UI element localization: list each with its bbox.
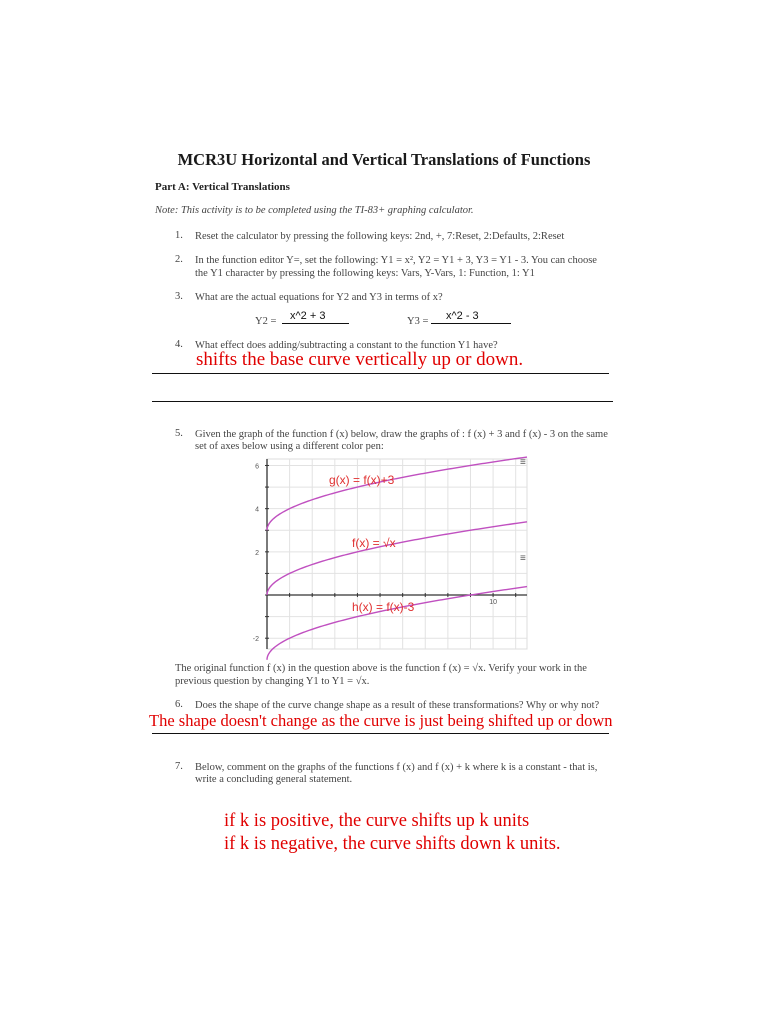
- answer-line: [152, 733, 609, 734]
- grid: [267, 459, 527, 649]
- answer-line: [152, 401, 613, 402]
- curve-label: f(x) = √x: [352, 536, 396, 550]
- question-text: the Y1 character by pressing the following keys: Vars, Y-Vars, 1: Function, 1: Y1: [195, 268, 535, 279]
- question-number: 1.: [175, 230, 183, 241]
- question-text: write a concluding general statement.: [195, 774, 353, 785]
- question-text: Given the graph of the function f (x) below, draw the graphs of : f (x) + 3 and f (x) - 3 on the same: [195, 429, 608, 440]
- page-title: MCR3U Horizontal and Vertical Translations of Functions: [177, 150, 591, 169]
- graph-marker-icon: ≡: [520, 457, 526, 468]
- y2-answer: x^2 + 3: [290, 310, 326, 322]
- question-text: What are the actual equations for Y2 and Y3 in terms of x?: [195, 292, 443, 303]
- curve-label: h(x) = f(x)-3: [352, 600, 415, 614]
- question-number: 4.: [175, 339, 183, 350]
- answer-6: The shape doesn't change as the curve is just being shifted up or down: [149, 711, 613, 730]
- question-number: 5.: [175, 428, 183, 439]
- answer-7-line-1: if k is positive, the curve shifts up k units: [224, 811, 530, 831]
- y-tick-label: 2: [255, 549, 259, 557]
- y3-label: Y3 =: [407, 316, 429, 327]
- question-number: 2.: [175, 254, 183, 265]
- answer-4: shifts the base curve vertically up or down.: [196, 349, 524, 370]
- question-number: 7.: [175, 761, 183, 772]
- question-text: What effect does adding/subtracting a constant to the function Y1 have?: [195, 340, 498, 351]
- graph-marker-icon: ≡: [520, 553, 526, 564]
- answer-line: [152, 373, 609, 374]
- answer-7-line-2: if k is negative, the curve shifts down k units.: [224, 834, 561, 854]
- y3-answer-line: [431, 323, 511, 324]
- y2-label: Y2 =: [255, 316, 277, 327]
- question-text: set of axes below using a different color pen:: [195, 441, 384, 452]
- function-graph: [252, 453, 540, 655]
- x-tick-label: 10: [489, 599, 497, 607]
- question-text: Does the shape of the curve change shape as a result of these transformations? Why or why not?: [195, 700, 600, 711]
- note: Note: This activity is to be completed using the TI-83+ graphing calculator.: [155, 205, 474, 216]
- y-tick-label: -2: [252, 636, 259, 644]
- question-number: 3.: [175, 291, 183, 302]
- question-number: 6.: [175, 699, 183, 710]
- section-heading: Part A: Vertical Translations: [155, 181, 290, 193]
- curve-label: g(x) = f(x)+3: [329, 473, 395, 487]
- question-text: In the function editor Y=, set the following: Y1 = x², Y2 = Y1 + 3, Y3 = Y1 - 3. You can choose: [195, 255, 597, 266]
- question-text: Below, comment on the graphs of the functions f (x) and f (x) + k where k is a constant - that is,: [195, 762, 598, 773]
- y3-answer: x^2 - 3: [446, 310, 479, 322]
- graph-note: The original function f (x) in the question above is the function f (x) = √x. Verify your work in the: [175, 663, 587, 674]
- graph-note: previous question by changing Y1 to Y1 = √x.: [175, 676, 370, 687]
- y-tick-label: 4: [255, 506, 259, 514]
- question-text: Reset the calculator by pressing the following keys: 2nd, +, 7:Reset, 2:Defaults, 2:Reset: [195, 231, 565, 242]
- y2-answer-line: [282, 323, 349, 324]
- y-tick-label: 6: [255, 463, 259, 471]
